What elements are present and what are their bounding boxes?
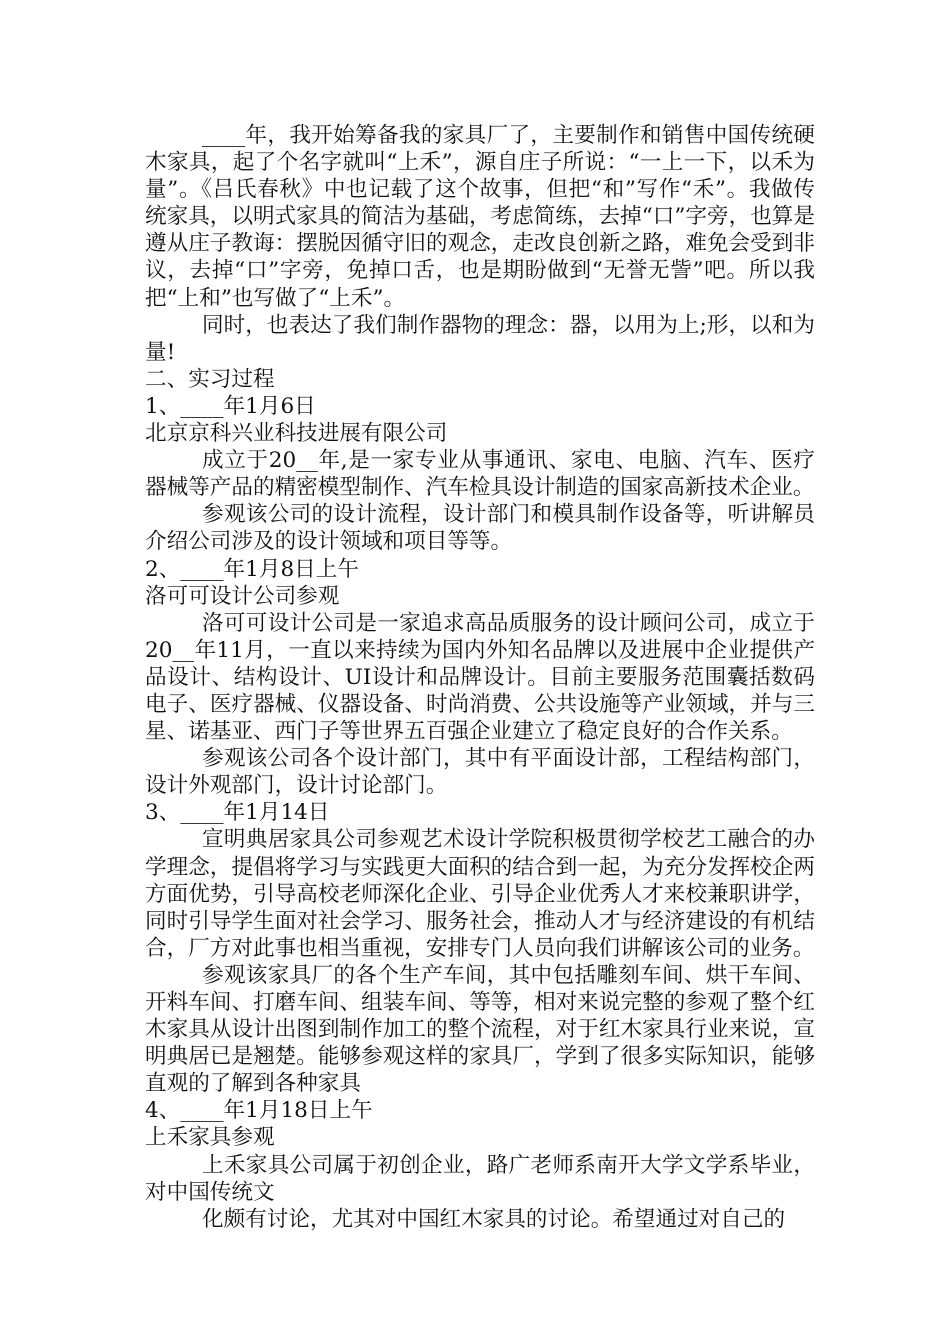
company-name-1: 北京京科兴业科技进展有限公司 [145,421,448,447]
document-page [145,122,815,1233]
paragraph-company-4-continued: 化颇有讨论，尤其对中国红木家具的讨论。希望通过对自己的 [202,1206,786,1232]
paragraph-company-4-intro: 上禾家具公司属于初创企业，路广老师系南开大学文学系毕业，对中国传统文 [145,1152,815,1205]
paragraph-company-3-intro: 宣明典居家具公司参观艺术设计学院积极贯彻学校艺工融合的办学理念，提倡将学习与实践更大面积的结合到一起，为充分发挥校企两方面优势，引导高校老师深化企业、引导企业优秀人才来校兼职讲学，同时引导学生面对社会学习、服务社会，推动人才与经济建设的有机结合，厂方对此事也相当重视，安排专门人员向我们讲解该公司的业务。 [145,827,815,961]
visit-date-1: 1、____年1月6日 [145,393,316,419]
paragraph-philosophy: 同时，也表达了我们制作器物的理念：器，以用为上;形，以和为量! [145,312,815,365]
visit-date-3: 3、____年1月14日 [145,800,330,826]
visit-date-2: 2、____年1月8日上午 [145,556,359,582]
paragraph-company-1-intro: 成立于20__年,是一家专业从事通讯、家电、电脑、汽车、医疗器械等产品的精密模型制作、汽车检具设计制造的国家高新技术企业。 [145,448,815,501]
paragraph-company-2-intro: 洛可可设计公司是一家追求高品质服务的设计顾问公司，成立于20__年11月，一直以来持续为国内外知名品牌以及进展中企业提供产品设计、结构设计、UI设计和品牌设计。目前主要服务范围囊括数码电子、医疗器械、仪器设备、时尚消费、公共设施等产业领域，并与三星、诺基亚、西门子等世界五百强企业建立了稳定良好的合作关系。 [145,610,815,745]
paragraph-company-2-visit: 参观该公司各个设计部门，其中有平面设计部，工程结构部门，设计外观部门，设计讨论部门。 [145,746,815,799]
company-name-2: 洛可可设计公司参观 [145,583,340,609]
visit-date-4: 4、____年1月18日上午 [145,1098,373,1124]
paragraph-company-3-visit: 参观该家具厂的各个生产车间，其中包括雕刻车间、烘干车间、开料车间、打磨车间、组装车间、等等，相对来说完整的参观了整个红木家具从设计出图到制作加工的整个流程，对于红木家具行业来说，宣明典居已是翘楚。能够参观这样的家具厂，学到了很多实际知识，能够直观的了解到各种家具 [145,962,815,1097]
paragraph-company-1-visit: 参观该公司的设计流程，设计部门和模具制作设备等，听讲解员介绍公司涉及的设计领域和项目等等。 [145,502,815,555]
company-name-4: 上禾家具参观 [145,1125,275,1151]
paragraph-intro: ____年，我开始筹备我的家具厂了，主要制作和销售中国传统硬木家具，起了个名字就叫“上禾”，源自庄子所说：“一上一下，以禾为量”。《吕氏春秋》中也记载了这个故事，但把“和”写作“禾”。我做传统家具，以明式家具的简洁为基础，考虑简练，去掉“口”字旁，也算是遵从庄子教诲：摆脱因循守旧的观念，走改良创新之路，难免会受到非议，去掉“口”字旁，免掉口舌，也是期盼做到“无誉无訾”吧。所以我把“上和”也写做了“上禾”。 [145,123,815,311]
section-heading-internship-process: 二、实习过程 [145,366,275,392]
